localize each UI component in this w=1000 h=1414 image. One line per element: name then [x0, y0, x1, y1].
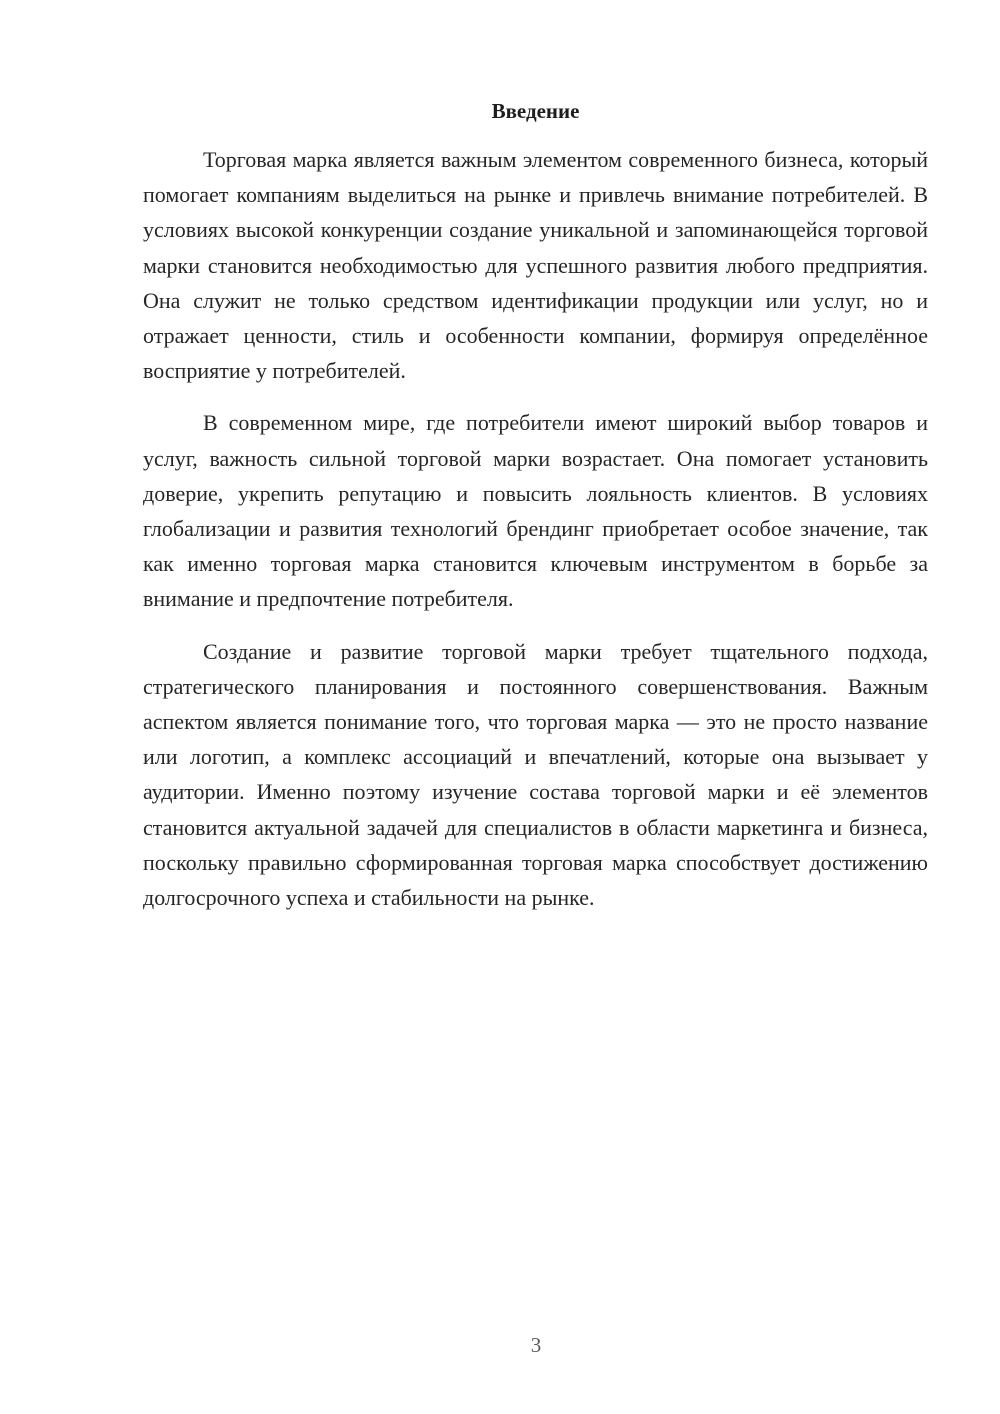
- paragraph-3: Создание и развитие торговой марки требует тщательного подхода, стратегического планирования и постоянного совершенствования. Важным аспектом является понимание того, что торговая марка — это не просто название или логотип, а комплекс ассоциаций и впечатлений, которые она вызывает у аудитории. Именно поэтому изучение состава торговой марки и её элементов становится актуальной задачей для специалистов в области маркетинга и бизнеса, поскольку правильно сформированная торговая марка способствует достижению долгосрочного успеха и стабильности на рынке.: [143, 638, 928, 911]
- paragraph-2: В современном мире, где потребители имеют широкий выбор товаров и услуг, важность сильной торговой марки возрастает. Она помогает установить доверие, укрепить репутацию и повысить лояльность клиентов. В условиях глобализации и развития технологий брендинг приобретает особое значение, так как именно торговая марка становится ключевым инструментом в борьбе за внимание и предпочтение потребителя.: [143, 410, 928, 612]
- body-text: [143, 142, 928, 932]
- page-number: 3: [530, 1333, 542, 1357]
- section-heading: Введение: [491, 99, 580, 123]
- paragraph-1: Торговая марка является важным элементом современного бизнеса, который помогает компаниям выделиться на рынке и привлечь внимание потребителей. В условиях высокой конкуренции создание уникальной и запоминающейся торговой марки становится необходимостью для успешного развития любого предприятия. Она служит не только средством идентификации продукции или услуг, но и отражает ценности, стиль и особенности компании, формируя определённое восприятие у потребителей.: [143, 147, 928, 384]
